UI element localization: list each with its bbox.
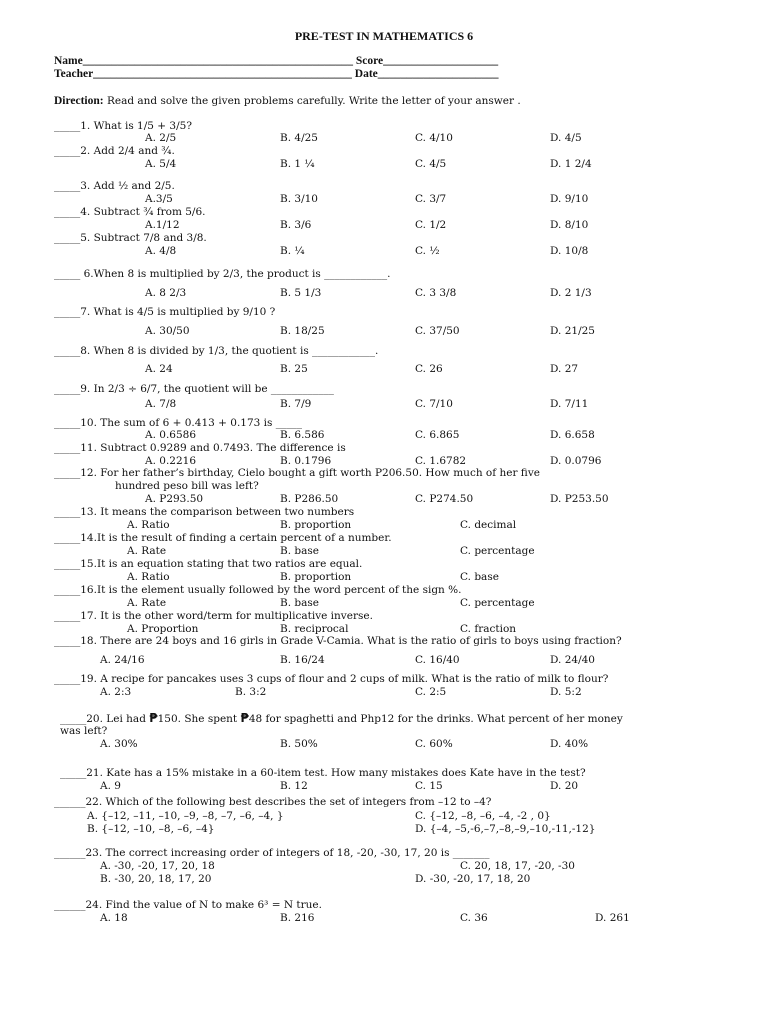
choice-c: C. fraction xyxy=(460,623,517,635)
question-8: _____8. When 8 is divided by 1/3, the quotient is ____________. xyxy=(54,345,379,357)
choice-b: B. base xyxy=(280,545,319,557)
choice-c: C. 6.865 xyxy=(415,429,460,441)
choice-a: A. 7/8 xyxy=(145,398,177,410)
choice-a: A. 24 xyxy=(145,363,173,375)
choice-a: A. 0.6586 xyxy=(145,429,196,441)
choice-b: B. 3/10 xyxy=(280,193,318,205)
question-6: _____ 6.When 8 is multiplied by 2/3, the product is ____________. xyxy=(54,268,391,280)
question-3: _____3. Add ½ and 2/5. xyxy=(54,180,175,192)
choice-d: D. 1 2/4 xyxy=(550,158,592,170)
peso-sign: ₱ xyxy=(149,711,158,725)
choice-a: A. 2/5 xyxy=(145,132,177,144)
choice-d: D. 10/8 xyxy=(550,245,589,257)
choice-a: A. 2:3 xyxy=(100,686,132,698)
question-20-part: _____20. Lei had xyxy=(60,713,150,725)
question-20 xyxy=(60,712,623,726)
choice-b: B. 6.586 xyxy=(280,429,325,441)
choice-c: C. P274.50 xyxy=(415,493,474,505)
choice-a: A. 9 xyxy=(100,780,121,792)
choice-d: D. {–4, –5,-6,–7,–8,–9,–10,-11,-12} xyxy=(415,823,596,835)
choice-d: D. 261 xyxy=(595,912,630,924)
question-9: _____9. In 2/3 ÷ 6/7, the quotient will be ____________ xyxy=(54,383,334,395)
choice-b: B. ¼ xyxy=(280,245,305,257)
choice-b: B. P286.50 xyxy=(280,493,339,505)
choice-c: C. 3 3/8 xyxy=(415,287,457,299)
choice-c: C. ½ xyxy=(415,245,440,257)
choice-c: C. 4/5 xyxy=(415,158,447,170)
question-23: ______23. The correct increasing order of integers of 18, -20, -30, 17, 20 is _______ xyxy=(54,847,490,859)
question-2: _____2. Add 2/4 and ¾. xyxy=(54,145,175,157)
choice-d: D. -30, -20, 17, 18, 20 xyxy=(415,873,531,885)
choice-d: D. 20 xyxy=(550,780,579,792)
choice-a: A. 24/16 xyxy=(100,654,145,666)
choice-d: D. 2 1/3 xyxy=(550,287,592,299)
choice-c: C. 37/50 xyxy=(415,325,460,337)
choice-a: A. 5/4 xyxy=(145,158,177,170)
choice-d: D. P253.50 xyxy=(550,493,609,505)
choice-d: D. 7/11 xyxy=(550,398,589,410)
direction-line xyxy=(54,95,734,108)
choice-b: B. 4/25 xyxy=(280,132,318,144)
choice-c: C. 16/40 xyxy=(415,654,460,666)
choice-b: B. 5 1/3 xyxy=(280,287,322,299)
question-22: ______22. Which of the following best describes the set of integers from –12 to –4? xyxy=(54,796,492,808)
question-20-part: 48 for spaghetti and Php12 for the drinks. What percent of her money xyxy=(248,713,623,725)
choice-a: A. Rate xyxy=(127,545,167,557)
choice-d: D. 5:2 xyxy=(550,686,582,698)
choice-a: A. 8 2/3 xyxy=(145,287,187,299)
choice-a: A.1/12 xyxy=(145,219,180,231)
choice-b: B. reciprocal xyxy=(280,623,349,635)
question-12-continued: hundred peso bill was left? xyxy=(115,480,259,492)
choice-a: A. Proportion xyxy=(127,623,199,635)
choice-c: C. 1/2 xyxy=(415,219,447,231)
choice-b: B. 25 xyxy=(280,363,308,375)
choice-a: A. -30, -20, 17, 20, 18 xyxy=(100,860,215,872)
choice-d: D. 8/10 xyxy=(550,219,589,231)
choice-c: C. 4/10 xyxy=(415,132,453,144)
choice-b: B. proportion xyxy=(280,571,352,583)
question-11: _____11. Subtract 0.9289 and 0.7493. The difference is xyxy=(54,442,346,454)
choice-a: A. 30/50 xyxy=(145,325,190,337)
choice-a: A. Ratio xyxy=(127,571,170,583)
question-21: _____21. Kate has a 15% mistake in a 60-item test. How many mistakes does Kate have in the test? xyxy=(60,767,586,779)
question-19: _____19. A recipe for pancakes uses 3 cups of flour and 2 cups of milk. What is the ratio of milk to flour? xyxy=(54,673,609,685)
choice-c: C. 2:5 xyxy=(415,686,447,698)
peso-sign: ₱ xyxy=(240,711,249,725)
choice-d: D. 40% xyxy=(550,738,589,750)
question-13: _____13. It means the comparison between two numbers xyxy=(54,506,355,518)
choice-b: B. 3/6 xyxy=(280,219,312,231)
choice-b: B. 7/9 xyxy=(280,398,312,410)
choice-b: B. 12 xyxy=(280,780,308,792)
choice-c: C. percentage xyxy=(460,545,535,557)
question-4: _____4. Subtract ¾ from 5/6. xyxy=(54,206,206,218)
choice-b: B. 216 xyxy=(280,912,315,924)
choice-a: A. 4/8 xyxy=(145,245,177,257)
question-24: ______24. Find the value of N to make 6³ = N true. xyxy=(54,899,322,911)
choice-c: C. 7/10 xyxy=(415,398,453,410)
choice-b: B. -30, 20, 18, 17, 20 xyxy=(100,873,212,885)
page-title: PRE-TEST IN MATHEMATICS 6 xyxy=(294,29,474,43)
question-5: _____5. Subtract 7/8 and 3/8. xyxy=(54,232,207,244)
choice-c: C. 36 xyxy=(460,912,488,924)
choice-b: B. 18/25 xyxy=(280,325,325,337)
choice-b: B. proportion xyxy=(280,519,352,531)
choice-b: B. base xyxy=(280,597,319,609)
question-1: _____1. What is 1/5 + 3/5? xyxy=(54,120,192,132)
choice-d: D. 24/40 xyxy=(550,654,595,666)
choice-c: C. 1.6782 xyxy=(415,455,467,467)
choice-b: B. 0.1796 xyxy=(280,455,332,467)
name-score-line: Name_______________________________________________ Score____________________ xyxy=(54,55,499,67)
question-18: _____18. There are 24 boys and 16 girls in Grade V-Camia. What is the ratio of girls to boys using fraction? xyxy=(54,635,622,647)
choice-b: B. {–12, –10, –8, –6, –4} xyxy=(87,823,215,835)
question-7: _____7. What is 4/5 is multiplied by 9/10 ? xyxy=(54,306,276,318)
question-12: _____12. For her father’s birthday, Cielo bought a gift worth P206.50. How much of her five xyxy=(54,467,540,479)
choice-c: C. percentage xyxy=(460,597,535,609)
choice-b: B. 3:2 xyxy=(235,686,267,698)
question-15: _____15.It is an equation stating that two ratios are equal. xyxy=(54,558,363,570)
choice-b: B. 1 ¼ xyxy=(280,158,315,170)
question-16: _____16.It is the element usually followed by the word percent of the sign %. xyxy=(54,584,462,596)
choice-c: C. 15 xyxy=(415,780,443,792)
choice-d: D. 0.0796 xyxy=(550,455,602,467)
choice-a: A. P293.50 xyxy=(145,493,204,505)
choice-b: B. 16/24 xyxy=(280,654,325,666)
choice-c: C. 20, 18, 17, -20, -30 xyxy=(460,860,575,872)
choice-a: A. Ratio xyxy=(127,519,170,531)
choice-a: A. {–12, –11, –10, –9, –8, –7, –6, –4, } xyxy=(87,810,284,822)
choice-c: C. 26 xyxy=(415,363,443,375)
choice-a: A. Rate xyxy=(127,597,167,609)
choice-c: C. 3/7 xyxy=(415,193,447,205)
choice-c: C. decimal xyxy=(460,519,517,531)
choice-d: D. 4/5 xyxy=(550,132,582,144)
direction-text: Read and solve the given problems carefully. Write the letter of your answer . xyxy=(103,95,521,107)
choice-d: D. 27 xyxy=(550,363,579,375)
choice-a: A. 18 xyxy=(100,912,128,924)
direction-label: Direction: xyxy=(54,95,104,107)
choice-d: D. 6.658 xyxy=(550,429,595,441)
choice-d: D. 9/10 xyxy=(550,193,589,205)
question-14: _____14.It is the result of finding a certain percent of a number. xyxy=(54,532,392,544)
choice-c: C. base xyxy=(460,571,499,583)
choice-b: B. 50% xyxy=(280,738,318,750)
choice-c: C. 60% xyxy=(415,738,453,750)
choice-a: A. 0.2216 xyxy=(145,455,196,467)
teacher-date-line: Teacher_____________________________________________ Date_____________________ xyxy=(54,68,499,80)
choice-a: A.3/5 xyxy=(145,193,173,205)
question-10: _____10. The sum of 6 + 0.413 + 0.173 is _____ xyxy=(54,417,303,429)
question-17: _____17. It is the other word/term for multiplicative inverse. xyxy=(54,610,373,622)
choice-a: A. 30% xyxy=(100,738,138,750)
question-20-part: 150. She spent xyxy=(157,713,241,725)
question-20-continued: was left? xyxy=(60,725,108,737)
choice-c: C. {–12, –8, –6, –4, -2 , 0} xyxy=(415,810,551,822)
choice-d: D. 21/25 xyxy=(550,325,595,337)
